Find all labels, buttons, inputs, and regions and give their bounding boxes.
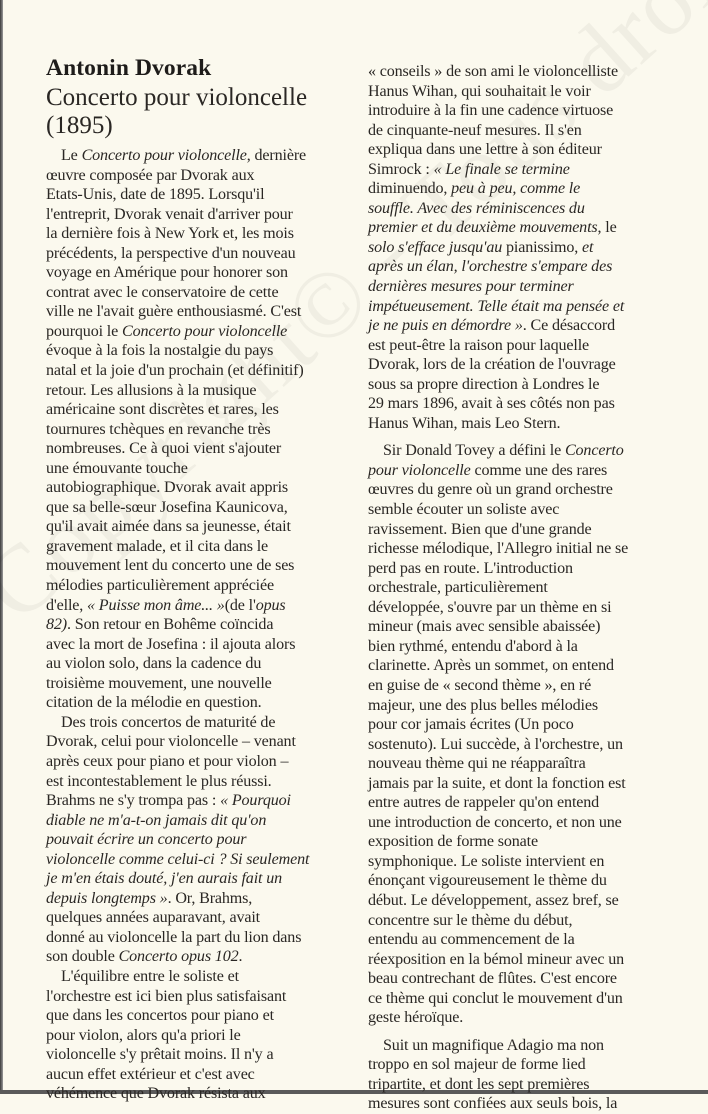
text-line xyxy=(368,793,628,813)
text-run: autobiographique. Dvorak avait appris xyxy=(46,479,289,497)
text-line xyxy=(368,578,628,598)
text-run: mesures sont confiées aux seuls bois, la xyxy=(368,1095,618,1113)
text-run: . Son retour en Bohême coïncida xyxy=(67,616,274,634)
page-edge-shadow xyxy=(0,0,3,1094)
text-run: introduire à la fin une cadence virtuose xyxy=(368,102,614,120)
text-run: en guise de « second thème », en ré xyxy=(368,676,592,694)
text-run: tripartite, et dont les sept premières xyxy=(368,1075,590,1093)
italic-text: dernières mesures pour terminer xyxy=(368,278,574,296)
text-run: véhémence que Dvorak résista aux xyxy=(46,1085,266,1103)
text-line xyxy=(46,556,309,576)
text-line xyxy=(46,674,309,694)
text-line xyxy=(368,238,628,258)
text-line xyxy=(368,297,628,317)
text-run: Brahms ne s'y trompa pas : xyxy=(46,792,221,810)
text-run: (de l' xyxy=(224,596,256,614)
text-line xyxy=(368,355,628,375)
text-run: précédents, la perspective d'un nouveau xyxy=(46,244,296,262)
text-line xyxy=(368,1055,628,1075)
text-run: , dernière xyxy=(246,147,307,164)
text-run: contrat avec le conservatoire de cette xyxy=(46,283,279,301)
text-line xyxy=(46,244,309,264)
italic-text: violoncelle comme celui-ci ? Si seulement xyxy=(46,850,310,868)
text-run: exposition de forme sonate xyxy=(368,833,538,851)
text-line xyxy=(368,950,628,970)
text-run: diminuendo, xyxy=(368,180,452,198)
right-text-column xyxy=(368,62,628,1114)
text-run: est peut-être la raison pour laquelle xyxy=(368,336,590,354)
text-run: que sa belle-sœur Josefina Kaunicova, xyxy=(46,498,288,516)
text-run: de cinquante-neuf mesures. Il s'en xyxy=(368,121,582,139)
text-run: clarinette. Après un sommet, on entend xyxy=(368,657,614,675)
italic-text: « Pourquoi xyxy=(220,792,291,810)
text-line xyxy=(368,179,628,199)
text-line xyxy=(368,813,628,833)
text-line xyxy=(368,140,628,160)
text-line xyxy=(46,341,309,361)
text-run: début. Le développement, assez bref, se xyxy=(368,891,619,909)
text-run: d'elle, xyxy=(46,596,88,614)
text-run: natal et la joie d'un prochain (et définitif) xyxy=(46,362,304,380)
text-line xyxy=(368,500,628,520)
italic-text: 82) xyxy=(46,616,68,634)
text-line xyxy=(368,394,628,414)
text-line xyxy=(368,414,628,434)
text-line xyxy=(368,316,628,336)
text-line xyxy=(368,218,628,238)
text-line xyxy=(368,160,628,180)
text-line xyxy=(46,1045,309,1065)
text-run: est incontestablement le plus réussi. xyxy=(46,772,272,790)
text-line xyxy=(46,596,309,616)
text-run: mélodies particulièrement appréciée xyxy=(46,577,274,595)
italic-text: premier et du deuxième mouvements xyxy=(368,219,598,237)
text-line xyxy=(46,439,309,459)
text-line xyxy=(368,735,628,755)
text-line xyxy=(368,480,628,500)
text-run: au violon solo, dans la cadence du xyxy=(46,655,262,673)
work-title-line-1: Concerto pour violoncelle xyxy=(46,84,308,111)
text-line xyxy=(368,774,628,794)
text-run: Le xyxy=(61,147,82,164)
text-line xyxy=(368,62,628,82)
text-run: nouveau thème qui ne réapparaîtra xyxy=(368,755,586,773)
text-run: qu'il avait aimée dans sa jeunesse, était xyxy=(46,518,291,536)
text-run: Hanus Wihan, mais Leo Stern. xyxy=(368,414,561,432)
text-run: Dvorak, lors de la création de l'ouvrage xyxy=(368,356,616,374)
text-line xyxy=(46,987,309,1007)
text-run: perd pas en route. L'introduction xyxy=(368,559,573,577)
text-run: l'entreprit, Dvorak venait d'arriver pour xyxy=(46,205,293,223)
text-run: réexposition en la bémol mineur avec un xyxy=(368,950,625,968)
text-run: retour. Les allusions à la musique xyxy=(46,381,257,399)
text-line xyxy=(368,891,628,911)
text-line xyxy=(46,772,309,792)
text-run: sous sa propre direction à Londres le xyxy=(368,375,600,393)
text-run: geste héroïque. xyxy=(368,1009,464,1027)
text-line xyxy=(46,1084,309,1104)
text-line xyxy=(368,121,628,141)
work-title xyxy=(46,84,307,140)
text-line xyxy=(368,277,628,297)
italic-text: Concerto xyxy=(564,442,624,460)
text-run: citation de la mélodie en question. xyxy=(46,694,262,712)
text-run: nombreuses. Ce à quoi vient s'ajouter xyxy=(46,440,282,458)
italic-text: diable ne m'a-t-on jamais dit qu'on xyxy=(46,811,267,829)
text-line xyxy=(46,928,309,948)
italic-text: je m'en étais douté, j'en aurais fait un xyxy=(46,870,283,888)
italic-text: peu à peu, comme le xyxy=(451,180,581,198)
text-run: évoque à la fois la nostalgie du pays xyxy=(46,342,274,360)
text-run: énonçant vigoureusement le thème du xyxy=(368,872,607,890)
italic-text: pouvait écrire un concerto pour xyxy=(46,831,247,849)
text-run: américaine sont discrètes et rares, les xyxy=(46,401,279,419)
text-run: une émouvante touche xyxy=(46,459,188,477)
text-line xyxy=(368,598,628,618)
italic-text: « Puisse mon âme... » xyxy=(87,596,225,614)
text-line xyxy=(46,517,309,537)
text-run: donné au violoncelle la part du lion dans xyxy=(46,928,302,946)
text-run: « conseils » de son ami le violoncelliste xyxy=(368,63,618,80)
text-run: richesse mélodique, l'Allegro initial ne se xyxy=(368,540,629,558)
text-run: mouvement lent du concerto une de ses xyxy=(46,557,295,575)
text-run: pour violon, alors qu'a priori le xyxy=(46,1026,241,1044)
text-line xyxy=(46,166,309,186)
text-line xyxy=(368,559,628,579)
text-line xyxy=(46,537,309,557)
text-run: entendu au commencement de la xyxy=(368,931,575,949)
text-line xyxy=(46,947,309,967)
text-run: l'orchestre est ici bien plus satisfaisant xyxy=(46,987,287,1005)
text-line xyxy=(368,1094,628,1114)
text-run: voyage en Amérique pour honorer son xyxy=(46,264,288,282)
text-run: pour cor jamais écrites (Un poco xyxy=(368,716,574,734)
text-line xyxy=(368,199,628,219)
italic-text: souffle. Avec des réminiscences du xyxy=(368,199,585,217)
text-line xyxy=(46,967,309,987)
text-line xyxy=(46,654,309,674)
text-line xyxy=(46,361,309,381)
text-line xyxy=(368,696,628,716)
text-run: ravissement. Bien que d'une grande xyxy=(368,520,592,538)
text-line xyxy=(46,615,309,635)
text-run: Des trois concertos de maturité de xyxy=(61,713,276,731)
text-line xyxy=(368,676,628,696)
text-line xyxy=(46,811,309,831)
italic-text: je ne puis en démordre » xyxy=(368,317,523,335)
text-run: symphonique. Le soliste intervient en xyxy=(368,852,605,870)
text-line xyxy=(368,656,628,676)
text-run: L'équilibre entre le soliste et xyxy=(61,967,239,985)
text-run: la dernière fois à New York et, les mois xyxy=(46,225,294,243)
text-run: tournures tchèques en revanche très xyxy=(46,420,271,438)
text-line xyxy=(368,1036,628,1056)
text-line xyxy=(46,732,309,752)
text-line xyxy=(46,263,309,283)
italic-text: Concerto pour violoncelle xyxy=(121,322,288,340)
text-run: Simrock : xyxy=(368,160,434,178)
text-line xyxy=(46,224,309,244)
text-run: pourquoi le xyxy=(46,322,122,340)
text-run: ville ne l'avait guère enthousiasmé. C'est xyxy=(46,303,302,321)
text-run: troppo en sol majeur de forme lied xyxy=(368,1056,586,1074)
text-run: Hanus Wihan, qui souhaitait le voir xyxy=(368,82,591,100)
text-run: . Ce désaccord xyxy=(522,317,615,335)
text-run: Suit un magnifique Adagio ma non xyxy=(383,1036,604,1054)
text-line xyxy=(46,908,309,928)
text-line xyxy=(368,871,628,891)
text-line xyxy=(368,539,628,559)
italic-text: impétueusement. Telle était ma pensée et xyxy=(368,297,625,315)
text-run: que dans les concertos pour piano et xyxy=(46,1007,274,1025)
text-line xyxy=(46,146,309,166)
text-run: sostenuto). Lui succède, à l'orchestre, un xyxy=(368,735,623,753)
text-line xyxy=(46,420,309,440)
text-line xyxy=(46,693,309,713)
text-line xyxy=(368,101,628,121)
text-run: Sir Donald Tovey a défini le xyxy=(383,442,565,460)
text-run: Etats-Unis, date de 1895. Lorsqu'il xyxy=(46,186,265,204)
italic-text: Concerto pour violoncelle xyxy=(81,147,247,164)
text-line xyxy=(46,322,309,342)
text-run: œuvres du genre où un grand orchestre xyxy=(368,481,613,499)
text-run: une introduction de concerto, et non une xyxy=(368,813,622,831)
text-line xyxy=(368,461,628,481)
text-line xyxy=(368,617,628,637)
text-run: son double xyxy=(46,948,119,966)
italic-text: opus xyxy=(255,596,286,614)
text-line xyxy=(46,869,309,889)
text-line xyxy=(46,478,309,498)
composer-name: Antonin Dvorak xyxy=(46,55,212,81)
text-run: , le xyxy=(597,219,617,237)
text-line xyxy=(46,791,309,811)
text-line xyxy=(368,911,628,931)
text-line xyxy=(46,459,309,479)
text-line xyxy=(46,830,309,850)
text-run: quelques années auparavant, avait xyxy=(46,909,261,927)
italic-text: pour violoncelle xyxy=(368,461,471,479)
left-text-column xyxy=(46,146,309,1104)
text-line xyxy=(368,930,628,950)
text-line xyxy=(46,850,309,870)
italic-text: solo s'efface jusqu'au xyxy=(368,238,503,256)
text-run: expliqua dans une lettre à son éditeur xyxy=(368,141,602,159)
text-run: beau contrechant de flûtes. C'est encore xyxy=(368,970,617,988)
text-run: bien rythmé, entendu d'abord à la xyxy=(368,637,578,655)
text-line xyxy=(368,520,628,540)
text-line xyxy=(368,1008,628,1028)
text-run: aucun effet extérieur et c'est avec xyxy=(46,1065,255,1083)
text-line xyxy=(46,283,309,303)
text-run: concentre sur le thème du début, xyxy=(368,911,573,929)
text-line xyxy=(368,375,628,395)
text-run: mineur (mais avec sensible abaissée) xyxy=(368,618,601,636)
text-line xyxy=(46,752,309,772)
text-line xyxy=(46,302,309,322)
text-line xyxy=(368,832,628,852)
text-line xyxy=(368,715,628,735)
text-run: œuvre composée par Dvorak aux xyxy=(46,166,255,184)
text-run: violoncelle s'y prêtait moins. Il n'y a xyxy=(46,1046,274,1064)
text-line xyxy=(46,381,309,401)
text-line xyxy=(368,969,628,989)
text-line xyxy=(368,989,628,1009)
text-line xyxy=(368,852,628,872)
text-run: entre autres de rappeler qu'on entend xyxy=(368,794,600,812)
text-run: ce thème qui conclut le mouvement d'un xyxy=(368,989,623,1007)
text-line xyxy=(46,635,309,655)
text-line xyxy=(46,1006,309,1026)
text-line xyxy=(368,1075,628,1095)
text-run: gravement malade, et il cita dans le xyxy=(46,537,269,555)
italic-text: « Le finale se termine xyxy=(433,160,570,178)
text-line xyxy=(368,441,628,461)
italic-text: depuis longtemps » xyxy=(46,889,168,907)
text-line xyxy=(46,576,309,596)
text-run: développée, s'ouvre par un thème en si xyxy=(368,598,612,616)
text-run: jamais par la suite, et dont la fonction est xyxy=(368,774,626,792)
text-line xyxy=(46,713,309,733)
text-run: . xyxy=(238,948,243,966)
text-run: orchestrale, particulièrement xyxy=(368,579,548,597)
text-line xyxy=(46,1065,309,1085)
text-line xyxy=(46,1026,309,1046)
text-run: semble écouter un soliste avec xyxy=(368,501,560,519)
text-run: 29 mars 1896, avait à ses côtés non pas xyxy=(368,395,615,413)
text-line xyxy=(368,754,628,774)
text-run: Dvorak, celui pour violoncelle – venant xyxy=(46,733,296,751)
text-line xyxy=(46,889,309,909)
text-run: troisième mouvement, une nouvelle xyxy=(46,674,272,692)
text-run: pianissimo, xyxy=(502,238,582,256)
text-line xyxy=(46,205,309,225)
text-line xyxy=(46,400,309,420)
text-line xyxy=(368,257,628,277)
text-line xyxy=(368,82,628,102)
text-run: . Or, Brahms, xyxy=(167,889,253,907)
italic-text: et xyxy=(582,238,594,256)
italic-text: après un élan, l'orchestre s'empare des xyxy=(368,258,613,276)
text-line xyxy=(368,336,628,356)
text-line xyxy=(46,185,309,205)
text-line xyxy=(368,637,628,657)
text-run: comme une des rares xyxy=(470,461,608,479)
text-run: majeur, une des plus belles mélodies xyxy=(368,696,598,714)
italic-text: Concerto opus 102 xyxy=(118,948,239,966)
text-line xyxy=(46,498,309,518)
text-run: après ceux pour piano et pour violon – xyxy=(46,752,289,770)
text-run: avec la mort de Josefina : il ajouta alors xyxy=(46,635,296,653)
work-title-line-2: (1895) xyxy=(46,112,113,139)
